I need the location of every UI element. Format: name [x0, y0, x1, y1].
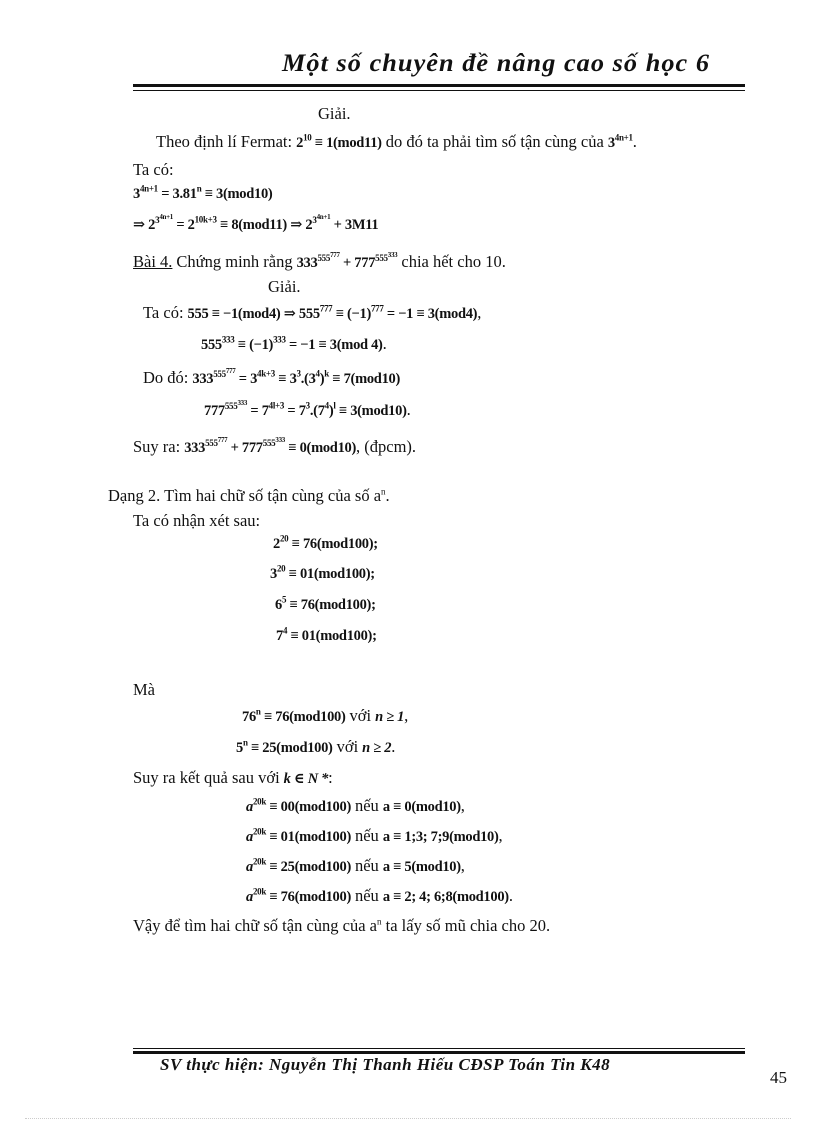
page-bottom-dotted-border [25, 1118, 791, 1119]
page-number: 45 [770, 1068, 787, 1087]
fact-2: $5^n \equiv 25(mod100)$ với n ≥ 2. [236, 737, 396, 756]
solution-heading-2: Giải. [268, 277, 301, 296]
therefore-line-2: $777^{555^{333}} = 7^{4l+3} = 7^3.(7^4)^l \equiv 3(mod10)$. [204, 398, 411, 419]
result-3: $a^{20k} \equiv 25(mod100)$ nếu a ≡ 5(mod10), [246, 856, 465, 875]
moreover-label: Mà [133, 680, 155, 699]
page-header-title: Một số chuyên đề nâng cao số học 6 [282, 50, 711, 77]
equation-1: $3^{4n+1} = 3.81^n \equiv 3(mod10)$ [133, 183, 273, 202]
observation-1: $2^{20} \equiv 76(mod100)$; [273, 533, 378, 552]
step-line-1: Ta có: 555 ≡ −1(mod4) ⇒ $555^{777} \equiv (-1)^{777} = -1 \equiv 3(mod4)$, [143, 303, 482, 322]
equation-2: ⇒ $2^{3^{4n+1}} = 2^{10k+3} \equiv 8(mod11)$ ⇒ $2^{3^{4n+1}} + 3M11$ [133, 212, 379, 233]
result-intro: Suy ra kết quả sau với k ∈ N *: [133, 768, 333, 787]
observation-3: $6^5 \equiv 76(mod100)$; [275, 594, 376, 613]
result-1: $a^{20k} \equiv 00(mod100)$ nếu a ≡ 0(mod10), [246, 796, 465, 815]
observation-2: $3^{20} \equiv 01(mod100)$; [270, 563, 375, 582]
solution-heading-1: Giải. [318, 104, 351, 123]
exercise-4-line: Bài 4. Chứng minh rằng $333^{555^{777}} + 777^{555^{333}}$ chia hết cho 10. [133, 250, 506, 271]
section-heading-dang-2: Dạng 2. Tìm hai chữ số tận cùng của số $a^n$. [108, 486, 390, 505]
header-rule-thin [133, 90, 745, 91]
therefore-line-1: Do đó: $333^{555^{777}} = 3^{4k+3} \equiv 3^3.(3^4)^k \equiv 7(mod10)$ [143, 366, 400, 387]
observation-4: $7^4 \equiv 01(mod100)$; [276, 625, 377, 644]
footer-credit: SV thực hiện: Nguyễn Thị Thanh Hiếu CĐSP Toán Tin K48 [160, 1055, 611, 1074]
footer-rule-thick [133, 1051, 745, 1054]
we-have-label-1: Ta có: [133, 160, 174, 179]
result-2: $a^{20k} \equiv 01(mod100)$ nếu a ≡ 1;3; 7;9(mod10), [246, 826, 503, 845]
fact-1: $76^n \equiv 76(mod100)$ với n ≥ 1, [242, 706, 409, 725]
conclusion-line-1: Suy ra: $333^{555^{777}} + 777^{555^{333}} \equiv 0(mod10)$, (đpcm). [133, 435, 417, 456]
fermat-line: Theo định lí Fermat: $2^{10} \equiv 1(mod11)$ do đó ta phải tìm số tận cùng của $3^{4n+1}$. [156, 132, 637, 151]
header-rule-thick [133, 84, 745, 87]
final-conclusion: Vậy để tìm hai chữ số tận cùng của $a^n$ ta lấy số mũ chia cho 20. [133, 916, 551, 935]
observation-intro: Ta có nhận xét sau: [133, 511, 261, 530]
footer-rule-thin [133, 1048, 745, 1049]
step-line-2: $555^{333} \equiv (-1)^{333} = -1 \equiv 3(mod$ 4). [201, 334, 387, 353]
exercise-4-label: Bài 4. [133, 252, 173, 271]
result-4: $a^{20k} \equiv 76(mod100)$ nếu a ≡ 2; 4; 6;8(mod100). [246, 886, 513, 905]
